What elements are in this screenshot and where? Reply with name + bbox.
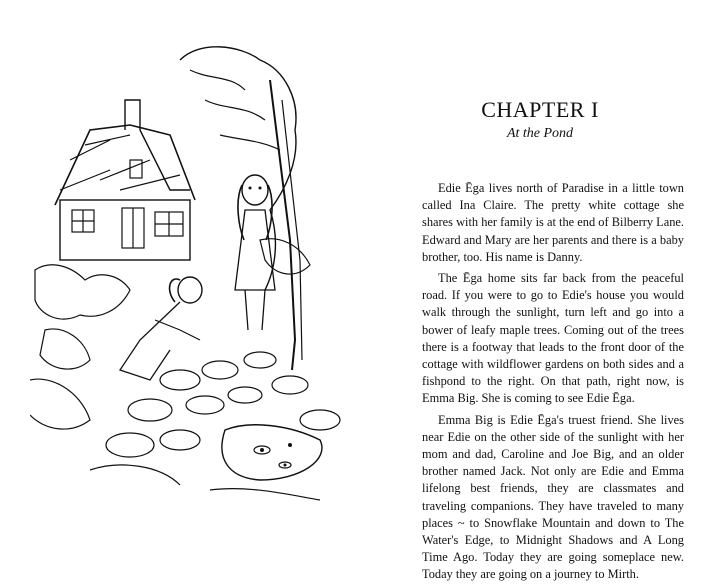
paragraph: The Ēga home sits far back from the peaceful road. If you were to go to Edie's house you would walk through the sunlight, turn left and go into a bower of leafy maple trees. Coming out of the trees there is a footway that leads to the front door of the cottage with wildflower gardens on both sides and a fishpond to the right. On that path, right now, is Emma Big. She is coming to see Edie Ēga. (422, 271, 684, 406)
chapter-heading: CHAPTER I (481, 97, 599, 122)
paragraph: Emma Big is Edie Ēga's truest friend. She lives near Edie on the other side of the sunlight with her mom and dad, Caroline and Joe Big, and an older brother named Jack. Not only are Edie and Emma lifelong best friends, they are classmates and traveling companions. They have traveled to many places ~ to Snowflake Mountain and down to The Water's Edge, to Midnight Shadows and A Long Time Ago. Today they are going someplace new. Today they are going on a journey to Mirth. (422, 412, 684, 582)
chapter-body (422, 180, 684, 588)
chapter-subtitle: At the Pond (506, 126, 574, 141)
right-page (360, 0, 720, 582)
paragraph: Edie Ēga lives north of Paradise in a little town called Ina Claire. The pretty white cottage she shares with her family is at the end of Bilberry Lane. Edward and Mary are her parents and there is a baby brother, too. His name is Danny. (422, 181, 684, 264)
cottage-pond-illustration (30, 40, 350, 510)
left-page (0, 0, 360, 540)
